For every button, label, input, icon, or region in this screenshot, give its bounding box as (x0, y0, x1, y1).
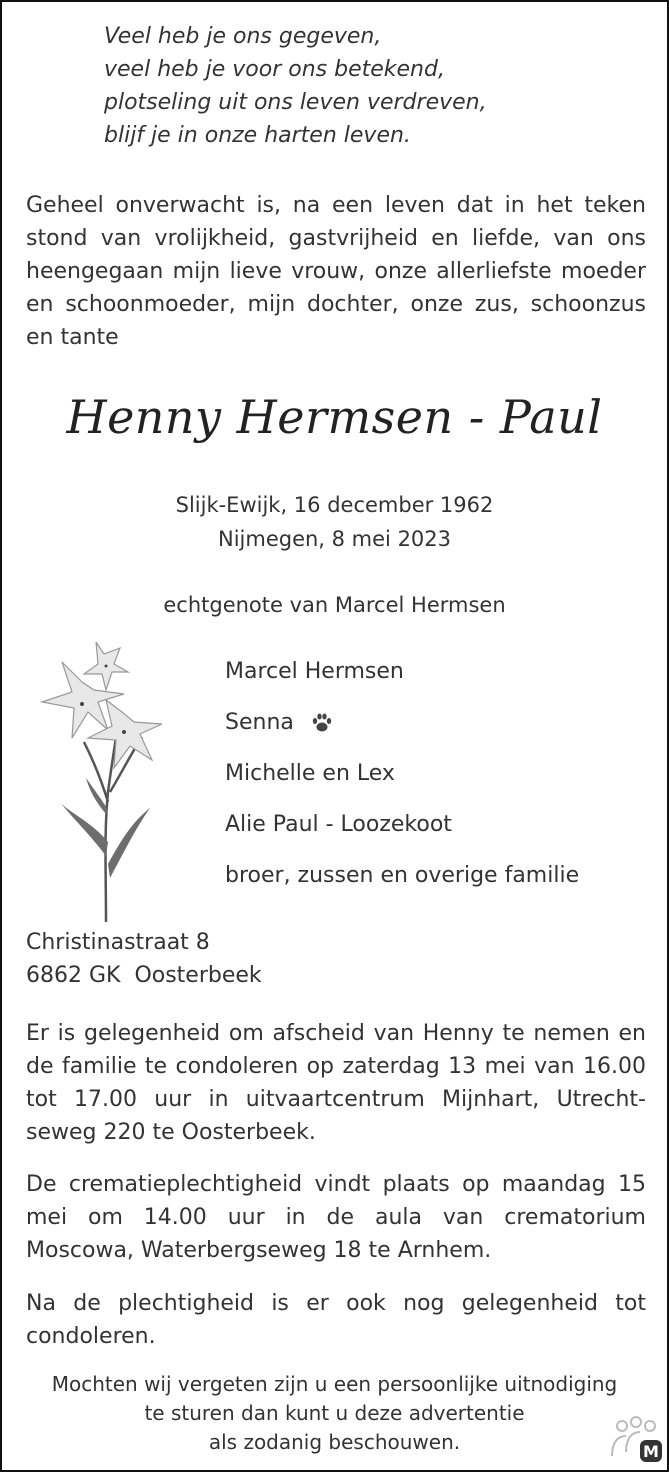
address (26, 926, 262, 992)
poem (104, 20, 487, 152)
address-street: Christinastraat 8 (26, 930, 210, 955)
family-member: Michelle en Lex (225, 761, 395, 786)
family-member: Alie Paul - Loozekoot (225, 812, 452, 837)
footer-line: als zodanig beschouwen. (208, 1430, 461, 1454)
footer-note (2, 1370, 667, 1457)
birth-line: Slijk-Ewijk, 16 december 1962 (175, 493, 494, 517)
memorial-site-logo (606, 1416, 664, 1464)
poem-line: veel heb je voor ons betekend, (104, 57, 445, 82)
family-list (225, 654, 579, 909)
spouse-line: echtgenote van Marcel Hermsen (163, 593, 506, 617)
family-member-name: Senna (225, 710, 294, 735)
lily-flower-illustration (32, 642, 172, 927)
poem-line: plotseling uit ons leven verdreven, (104, 90, 487, 115)
svg-text:M: M (643, 1442, 659, 1461)
death-line: Nijmegen, 8 mei 2023 (217, 527, 452, 551)
cremation-paragraph: De crematieplechtigheid vindt plaats op maandag 15 mei om 14.00 uur in de aula van crematorium Moscowa, Waterbergseweg 18 te Arnhem. (26, 1172, 646, 1263)
footer-line: Mochten wij vergeten zijn u een persoonlijke uitnodiging (51, 1372, 618, 1396)
poem-line: Veel heb je ons gegeven, (104, 24, 382, 49)
after-ceremony-paragraph: Na de plechtigheid is er ook nog gelegenheid tot condoleren. (26, 1291, 646, 1349)
family-member: Marcel Hermsen (225, 659, 404, 684)
footer-line: te sturen dan kunt u deze advertentie (144, 1401, 525, 1425)
deceased-name: Henny Hermsen - Paul (66, 390, 603, 444)
poem-line: blijf je in onze harten leven. (104, 123, 411, 148)
address-city: 6862 GK Oosterbeek (26, 963, 262, 988)
paw-icon (311, 712, 333, 734)
condolence-paragraph: Er is gelegenheid om afscheid van Henny te nemen en de familie te condoleren op zaterdag 13 mei van 16.00 tot 17.00 uur in uitvaartcentrum Mijnhart, Utrecht-seweg 220 te Oosterbeek. (26, 1021, 646, 1145)
intro-text: Geheel onverwacht is, na een leven dat in het teken stond van vrolijkheid, gastvrijheid en liefde, van ons heengegaan mijn lieve vrouw, onze allerliefste moeder en schoonmoeder, mijn dochter, onze zus, schoonzus en tante (26, 193, 646, 350)
family-member (225, 705, 579, 756)
family-member: broer, zussen en overige familie (225, 863, 580, 888)
